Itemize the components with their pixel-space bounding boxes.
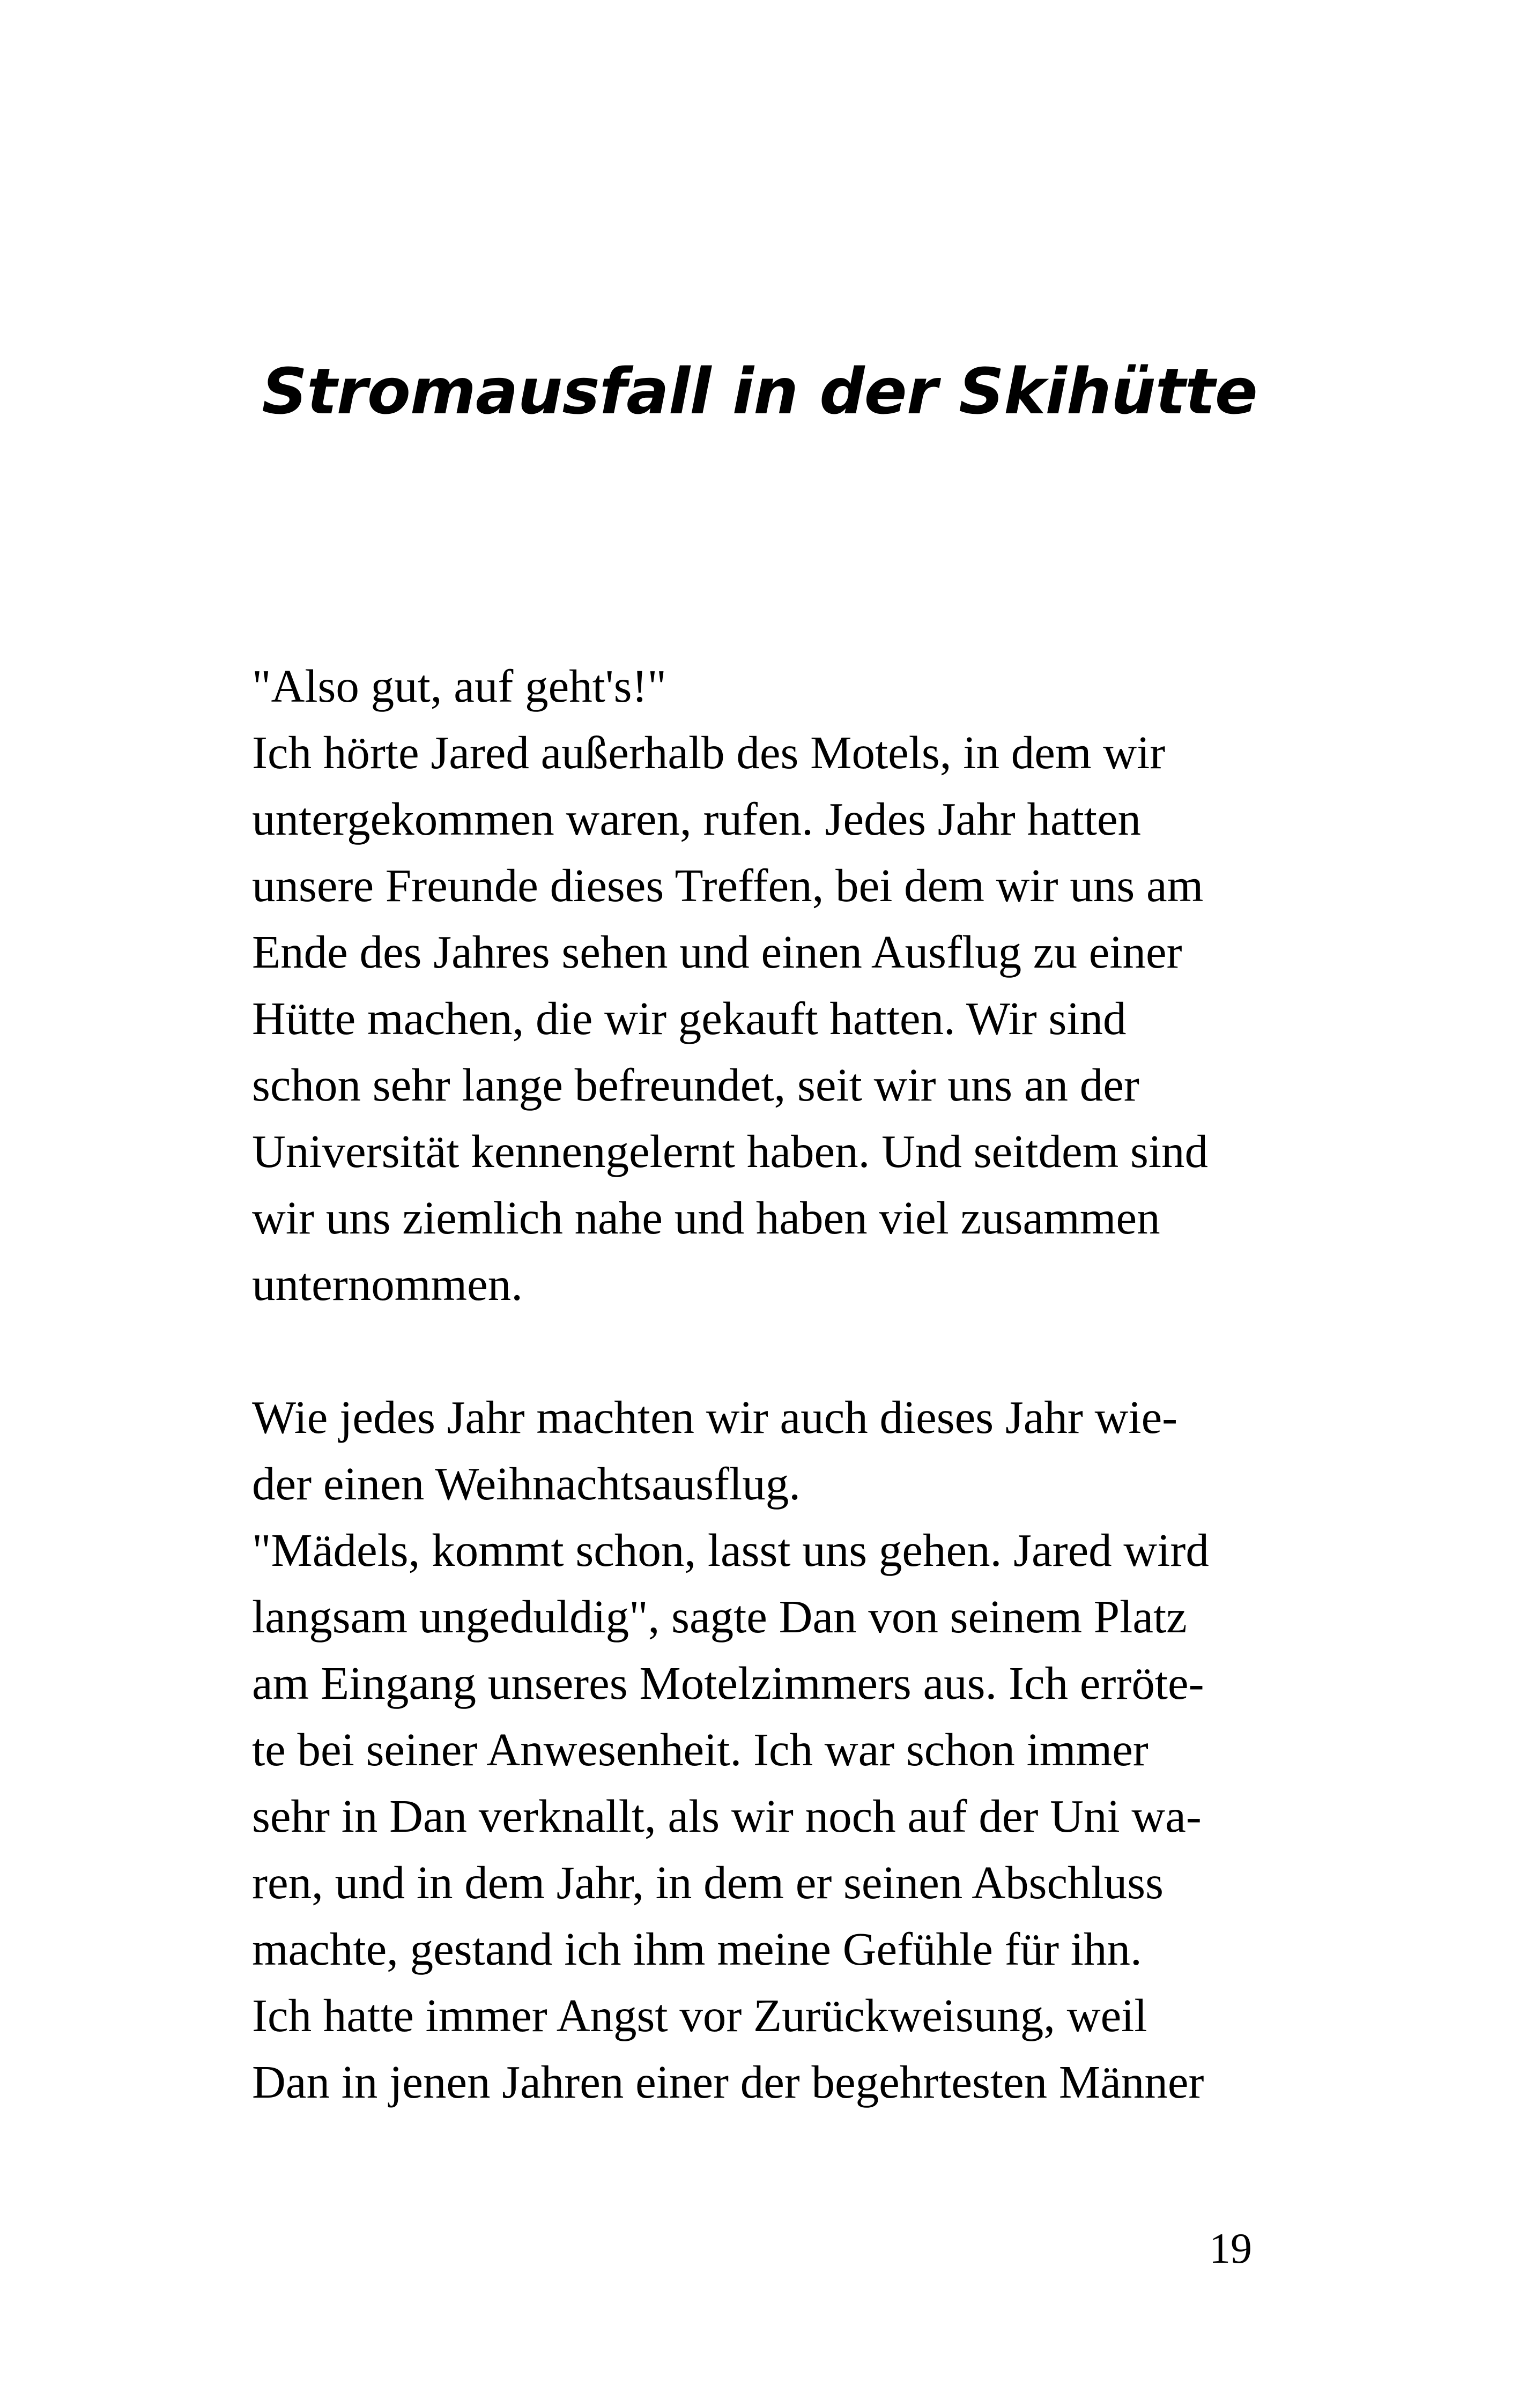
text-line: unsere Freunde dieses Treffen, bei dem wir uns am [252, 859, 1204, 911]
text-line: Universität kennengelernt haben. Und seitdem sind [252, 1125, 1209, 1177]
paragraph-break [252, 1318, 1265, 1384]
text-line: Hütte machen, die wir gekauft hatten. Wir sind [252, 992, 1127, 1044]
chapter-title: Stromausfall in der Skihütte [262, 354, 1257, 428]
text-line: Dan in jenen Jahren einer der begehrtesten Männer [252, 2056, 1204, 2108]
text-line: langsam ungeduldig", sagte Dan von seinem Platz [252, 1591, 1187, 1643]
text-line: "Mädels, kommt schon, lasst uns gehen. Jared wird [252, 1524, 1209, 1576]
text-line: wir uns ziemlich nahe und haben viel zusammen [252, 1192, 1160, 1244]
text-line: ren, und in dem Jahr, in dem er seinen Abschluss [252, 1856, 1164, 1908]
text-line: Wie jedes Jahr machten wir auch dieses Jahr wie- [252, 1391, 1178, 1443]
body-text [252, 653, 1265, 2115]
page-number: 19 [1209, 2225, 1252, 2272]
text-line: Ende des Jahres sehen und einen Ausflug zu einer [252, 926, 1182, 978]
text-line: "Also gut, auf geht's!" [252, 660, 666, 712]
text-line: der einen Weihnachtsausflug. [252, 1458, 801, 1510]
text-line: sehr in Dan verknallt, als wir noch auf der Uni wa- [252, 1790, 1202, 1842]
text-line: unternommen. [252, 1258, 523, 1310]
text-line: machte, gestand ich ihm meine Gefühle für ihn. [252, 1923, 1142, 1975]
text-line: te bei seiner Anwesenheit. Ich war schon immer [252, 1723, 1148, 1775]
text-line: schon sehr lange befreundet, seit wir uns an der [252, 1059, 1139, 1111]
text-line: untergekommen waren, rufen. Jedes Jahr hatten [252, 793, 1142, 845]
text-line: am Eingang unseres Motelzimmers aus. Ich erröte- [252, 1657, 1204, 1709]
text-line: Ich hatte immer Angst vor Zurückweisung, weil [252, 1989, 1147, 2041]
text-line: Ich hörte Jared außerhalb des Motels, in dem wir [252, 726, 1166, 778]
